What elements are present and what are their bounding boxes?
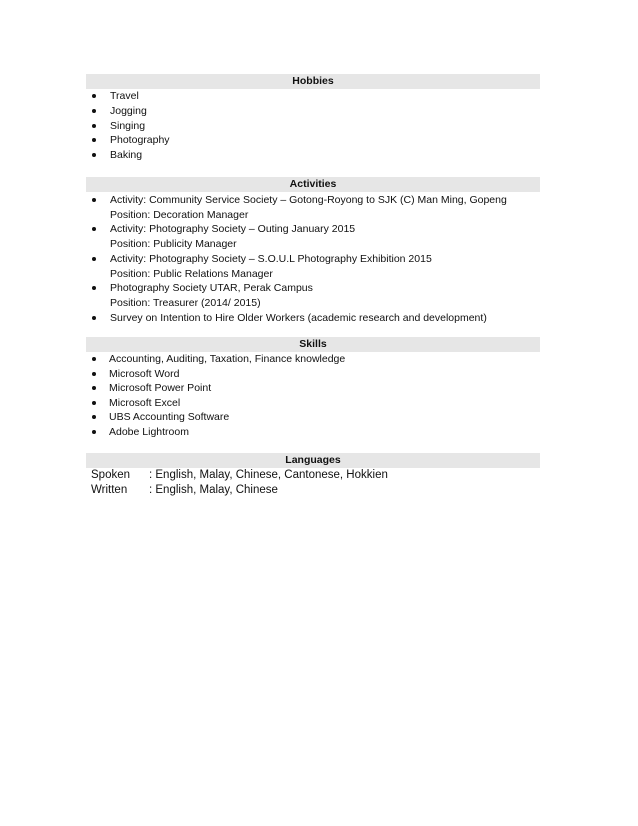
- list-item: Microsoft Power Point: [91, 381, 345, 396]
- list-item: Travel: [91, 89, 170, 104]
- position-line: Position: Publicity Manager: [110, 238, 237, 251]
- list-item: [91, 281, 507, 310]
- list-item: Microsoft Excel: [91, 396, 345, 411]
- list-item: Photography: [91, 133, 170, 148]
- skills-list: [91, 352, 345, 440]
- activity-line: Activity: Community Service Society – Gotong-Royong to SJK (C) Man Ming, Gopeng: [110, 194, 507, 206]
- skills-heading: Skills: [86, 337, 540, 352]
- language-row: [91, 468, 388, 483]
- activity-line: Photography Society UTAR, Perak Campus: [110, 282, 313, 295]
- languages-table: [91, 468, 388, 497]
- languages-heading: Languages: [86, 453, 540, 468]
- language-label: Written: [91, 483, 128, 496]
- hobbies-list: [91, 89, 170, 163]
- language-row: [91, 483, 388, 498]
- list-item: Singing: [91, 119, 170, 134]
- activities-list: [91, 193, 507, 326]
- position-line: Position: Treasurer (2014/ 2015): [110, 297, 261, 310]
- hobbies-heading: Hobbies: [86, 74, 540, 89]
- list-item: Jogging: [91, 104, 170, 119]
- position-line: Position: Decoration Manager: [110, 208, 249, 221]
- list-item: [91, 222, 507, 251]
- list-item: Baking: [91, 148, 170, 163]
- list-item: UBS Accounting Software: [91, 410, 345, 425]
- position-line: Position: Public Relations Manager: [110, 267, 273, 280]
- activity-line: Survey on Intention to Hire Older Workers (academic research and development): [110, 311, 487, 324]
- activity-line: Activity: Photography Society – Outing January 2015: [110, 223, 356, 236]
- list-item: [91, 252, 507, 281]
- list-item: Microsoft Word: [91, 367, 345, 382]
- list-item: Adobe Lightroom: [91, 425, 345, 440]
- activity-line: Activity: Photography Society – S.O.U.L Photography Exhibition 2015: [110, 252, 432, 265]
- list-item: Accounting, Auditing, Taxation, Finance knowledge: [91, 352, 345, 367]
- activities-heading: Activities: [86, 177, 540, 192]
- list-item: [91, 311, 507, 326]
- list-item: [91, 193, 507, 222]
- language-value: : English, Malay, Chinese, Cantonese, Hokkien: [149, 469, 388, 481]
- language-value: : English, Malay, Chinese: [149, 483, 278, 496]
- language-label: Spoken: [91, 469, 131, 481]
